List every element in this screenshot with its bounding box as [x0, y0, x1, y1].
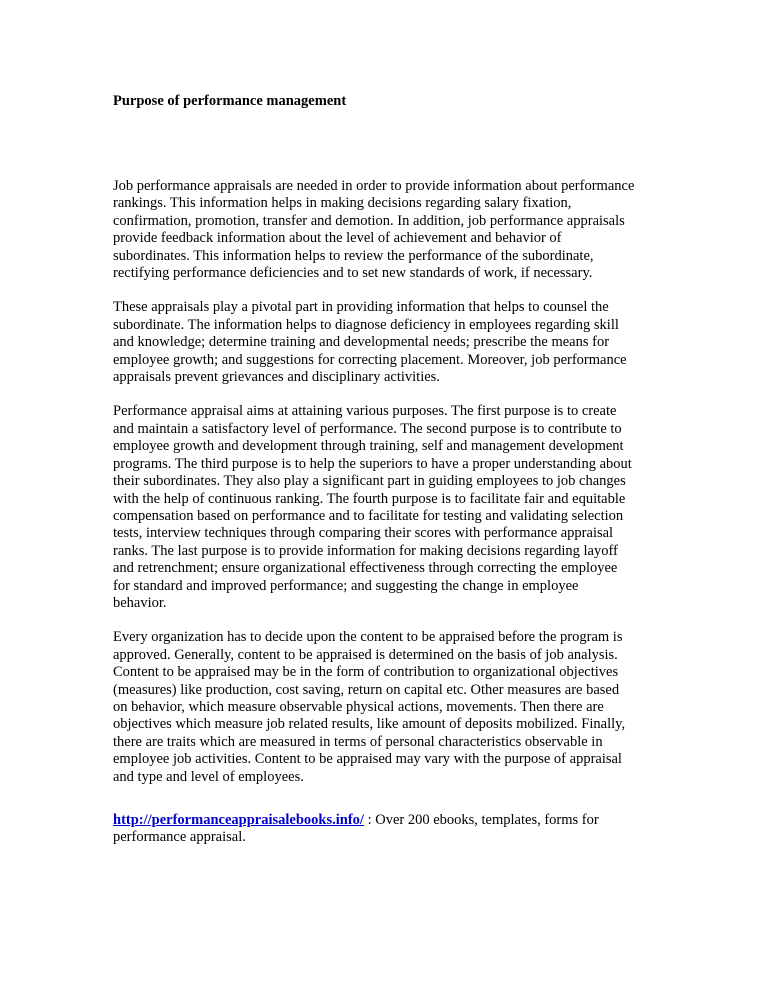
- footer-description: : Over 200 ebooks, templates, forms for: [363, 812, 599, 828]
- text-line: (measures) like production, cost saving, return on capital etc. Other measures are based: [113, 681, 620, 698]
- text-line: appraisals prevent grievances and disciplinary activities.: [113, 369, 440, 386]
- text-line: ranks. The last purpose is to provide information for making decisions regarding layoff: [113, 542, 618, 559]
- text-line: tests, interview techniques through comparing their scores with performance appraisal: [113, 525, 614, 542]
- text-line: Every organization has to decide upon the content to be appraised before the program is: [113, 629, 623, 646]
- text-line: objectives which measure job related results, like amount of deposits mobilized. Finally,: [113, 716, 626, 733]
- text-line: with the help of continuous ranking. The fourth purpose is to facilitate fair and equitable: [113, 490, 626, 507]
- footer-line: performance appraisal.: [113, 829, 246, 846]
- text-line: Job performance appraisals are needed in order to provide information about performance: [113, 178, 635, 194]
- text-line: for standard and improved performance; and suggesting the change in employee: [113, 577, 579, 594]
- text-line: their subordinates. They also play a significant part in guiding employees to job changes: [113, 473, 626, 490]
- paragraph-1: [113, 178, 658, 282]
- text-line: rectifying performance deficiencies and to set new standards of work, if necessary.: [113, 265, 593, 282]
- text-line: programs. The third purpose is to help the superiors to have a proper understanding about: [113, 455, 632, 472]
- text-line: employee growth and development through training, self and management development: [113, 438, 624, 455]
- text-line: compensation based on performance and to facilitate for testing and validating selection: [113, 507, 624, 524]
- page-title: Purpose of performance management: [113, 93, 347, 109]
- text-line: behavior.: [113, 594, 167, 611]
- text-line: confirmation, promotion, transfer and demotion. In addition, job performance appraisals: [113, 212, 625, 229]
- text-line: employee growth; and suggestions for correcting placement. Moreover, job performance: [113, 351, 627, 368]
- text-line: on behavior, which measure observable physical actions, movements. Then there are: [113, 698, 604, 715]
- paragraph-3: [113, 403, 658, 612]
- text-line: employee job activities. Content to be appraised may vary with the purpose of appraisal: [113, 751, 622, 768]
- text-line: Performance appraisal aims at attaining various purposes. The first purpose is to create: [113, 403, 617, 420]
- text-line: provide feedback information about the level of achievement and behavior of: [113, 230, 562, 247]
- footer-line: [113, 812, 658, 829]
- text-line: there are traits which are measured in terms of personal characteristics observable in: [113, 733, 603, 750]
- text-line: subordinates. This information helps to review the performance of the subordinate,: [113, 247, 594, 264]
- text-line: rankings. This information helps in making decisions regarding salary fixation,: [113, 195, 572, 212]
- footer-note: [113, 812, 658, 847]
- text-line: These appraisals play a pivotal part in providing information that helps to counsel the: [113, 299, 609, 316]
- text-line: Content to be appraised may be in the form of contribution to organizational objectives: [113, 664, 619, 681]
- text-line: and maintain a satisfactory level of performance. The second purpose is to contribute to: [113, 420, 622, 437]
- text-line: and retrenchment; ensure organizational effectiveness through correcting the employee: [113, 560, 618, 577]
- document-body: [113, 178, 658, 864]
- paragraph-4: [113, 629, 658, 786]
- ebooks-link[interactable]: http://performanceappraisalebooks.info/: [113, 812, 364, 828]
- text-line: subordinate. The information helps to diagnose deficiency in employees regarding skill: [113, 316, 619, 333]
- paragraph-2: [113, 299, 658, 386]
- text-line: and type and level of employees.: [113, 768, 304, 785]
- text-line: approved. Generally, content to be appraised is determined on the basis of job analysis.: [113, 646, 618, 663]
- text-line: and knowledge; determine training and developmental needs; prescribe the means for: [113, 334, 610, 351]
